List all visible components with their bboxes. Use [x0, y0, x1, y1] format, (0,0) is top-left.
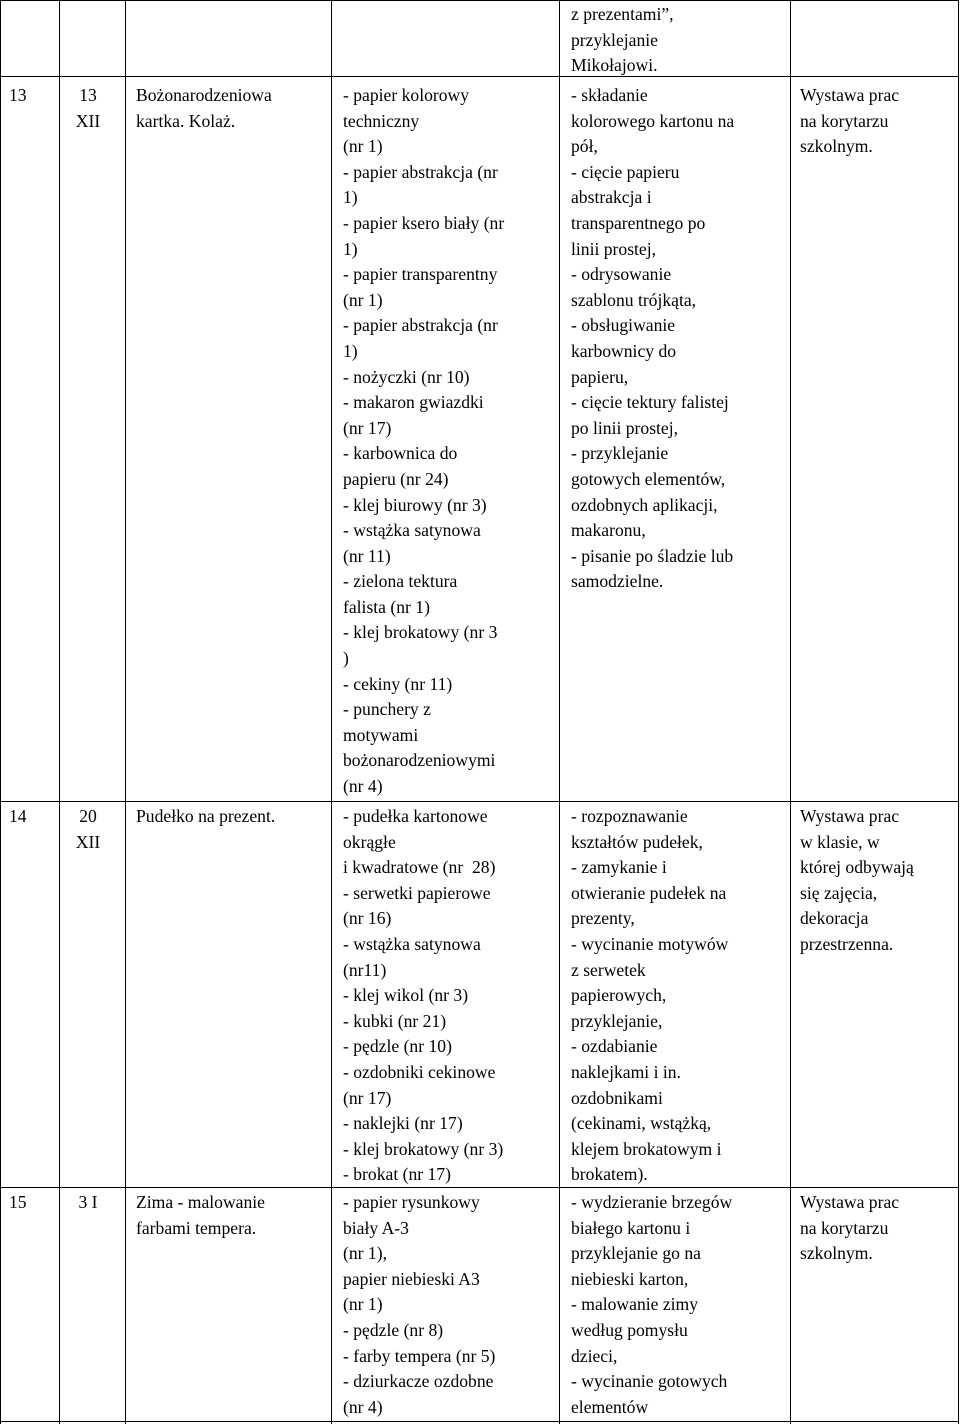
row-13-topic: Bożonarodzeniowa kartka. Kolaż.	[136, 85, 272, 131]
row-14-materials: - pudełka kartonowe okrągłe i kwadratowe (nr 28) - serwetki papierowe (nr 16) - wstążka satynowa (nr11) - klej wikol (nr 3) - kubki (nr 21) - pędzle (nr 10) - ozdobniki cekinowe (nr 17) - naklejki (nr 17) - klej brokatowy (nr 3) - brokat (nr 17)	[343, 806, 504, 1185]
activities-continuation: z prezentami”, przyklejanie Mikołajowi.	[571, 4, 674, 76]
row-divider-14	[0, 801, 959, 802]
row-13-materials: - papier kolorowy techniczny (nr 1) - papier abstrakcja (nr 1) - papier ksero biały (nr 1) - papier transparentny (nr 1) - papier abstrakcja (nr 1) - nożyczki (nr 10) - makaron gwiazdki (nr 17) - karbownica do papieru (nr 24) - klej biurowy (nr 3) - wstążka satynowa (nr 11) - zielona tektura falista (nr 1) - klej brokatowy (nr 3 ) - cekiny (nr 11) - punchery z motywami bożonarodzeniowymi (nr 4)	[343, 85, 505, 797]
row-14-topic: Pudełko na prezent.	[136, 806, 276, 826]
table-left-border	[0, 0, 1, 1424]
row-15-activities: - wydzieranie brzegów białego kartonu i przyklejanie go na niebieski karton, - malowanie zimy według pomysłu dzieci, - wycinanie gotowych elementów	[571, 1192, 733, 1417]
row-15-topic: Zima - malowanie farbami tempera.	[136, 1192, 265, 1238]
row-15-number: 15	[9, 1192, 27, 1212]
table-top-border	[0, 0, 959, 1]
row-14-result: Wystawa prac w klasie, w której odbywają się zajęcia, dekoracja przestrzenna.	[800, 806, 914, 954]
row-14-activities: - rozpoznawanie kształtów pudełek, - zamykanie i otwieranie pudełek na prezenty, - wycinanie motywów z serwetek papierowych, przyklejanie, - ozdabianie naklejkami i in. ozdobnikami (cekinami, wstążką, klejem brokatowym i brokatem).	[571, 806, 729, 1185]
column-divider-3	[331, 0, 332, 1424]
row-15-result: Wystawa prac na korytarzu szkolnym.	[800, 1192, 900, 1264]
row-13-date: 13 XII	[75, 85, 101, 131]
column-divider-1	[59, 0, 60, 1424]
row-header-divider	[0, 76, 959, 77]
row-13-result: Wystawa prac na korytarzu szkolnym.	[800, 85, 900, 157]
table-right-border	[958, 0, 959, 1424]
column-divider-4	[559, 0, 560, 1424]
row-13-activities: - składanie kolorowego kartonu na pół, - cięcie papieru abstrakcja i transparentnego po linii prostej, - odrysowanie szablonu trójkąta, - obsługiwanie karbownicy do papieru, - cięcie tektury falistej po linii prostej, - przyklejanie gotowych elementów, ozdobnych aplikacji, makaronu, - pisanie po śladzie lub samodzielne.	[571, 85, 735, 592]
row-14-number: 14	[9, 806, 27, 826]
column-divider-5	[790, 0, 791, 1424]
row-13-number: 13	[9, 85, 27, 105]
column-divider-2	[125, 0, 126, 1424]
table-bottom-border	[0, 1421, 959, 1422]
row-15-materials: - papier rysunkowy biały A-3 (nr 1), papier niebieski A3 (nr 1) - pędzle (nr 8) - farby tempera (nr 5) - dziurkacze ozdobne (nr 4)	[343, 1192, 496, 1417]
row-15-date: 3 I	[78, 1192, 98, 1212]
row-14-date: 20 XII	[75, 806, 101, 852]
